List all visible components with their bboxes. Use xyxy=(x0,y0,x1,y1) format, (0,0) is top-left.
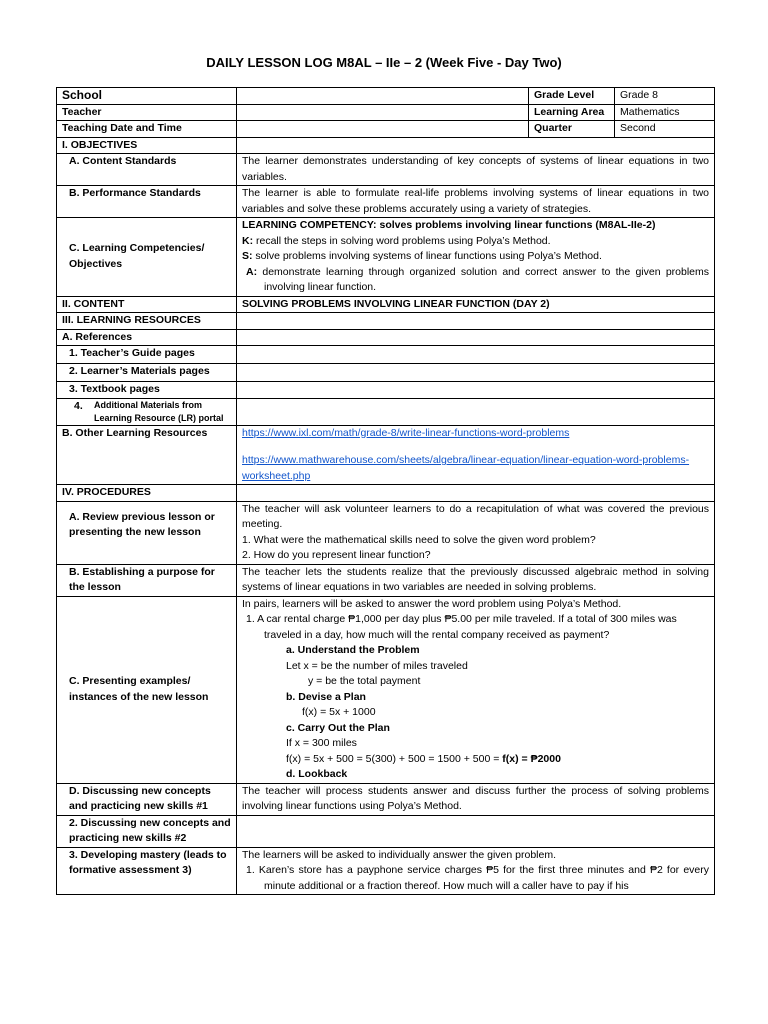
table-row xyxy=(57,137,715,154)
table-row xyxy=(57,382,715,399)
resource-link-2[interactable]: https://www.mathwarehouse.com/sheets/algebra/linear-equation/linear-equation-word-problems-worksheet.php xyxy=(242,454,690,482)
review-text: The teacher will ask volunteer learners to do a recapitulation of what was covered the previous meeting. xyxy=(242,502,709,530)
competency-title: LEARNING COMPETENCY: solves problems involving linear functions (M8AL-IIe-2) xyxy=(242,219,656,231)
step-a-line-1: Let x = be the number of miles traveled xyxy=(286,659,468,672)
mastery-cell xyxy=(237,847,715,895)
objective-a: A: demonstrate learning through organized solution and correct answer to the given problems involving linear function. xyxy=(246,265,709,293)
area-value: Mathematics xyxy=(615,104,715,121)
page-title: DAILY LESSON LOG M8AL – IIe – 2 (Week Five - Day Two) xyxy=(206,55,562,70)
table-row xyxy=(57,329,715,346)
table-row xyxy=(57,154,715,186)
step-d: d. Lookback xyxy=(286,768,348,780)
review-label: A. Review previous lesson or presenting the new lesson xyxy=(57,501,237,564)
table-row xyxy=(57,783,715,815)
step-c-line-1: If x = 300 miles xyxy=(286,737,357,749)
additional-materials-label: Additional Materials from Learning Resource (LR) portal xyxy=(94,399,224,423)
date-value[interactable] xyxy=(237,121,529,138)
examples-cell xyxy=(237,596,715,783)
review-question-1: 1. What were the mathematical skills need to solve the given word problem? xyxy=(242,533,596,546)
area-label: Learning Area xyxy=(529,104,615,121)
procedures-heading: IV. PROCEDURES xyxy=(57,485,237,502)
purpose-text: The teacher lets the students realize that the previously discussed algebraic method in solving systems of linear equations in two variables are needed in solving problems. xyxy=(237,564,715,596)
competencies-label: C. Learning Competencies/ Objectives xyxy=(57,218,237,297)
table-row xyxy=(57,218,715,297)
textbook-label: 3. Textbook pages xyxy=(57,382,237,399)
purpose-label: B. Establishing a purpose for the lesson xyxy=(57,564,237,596)
content-heading: II. CONTENT xyxy=(57,296,237,313)
learners-materials-label: 2. Learner’s Materials pages xyxy=(57,364,237,382)
discussing-1-text: The teacher will process students answer and discuss further the process of solving problems involving linear functions using Polya’s Method. xyxy=(237,783,715,815)
teachers-guide-value xyxy=(237,346,715,364)
procedures-blank xyxy=(237,485,715,502)
other-resources-cell xyxy=(237,425,715,485)
objectives-blank xyxy=(237,137,715,154)
teachers-guide-label: 1. Teacher’s Guide pages xyxy=(57,346,237,364)
additional-materials-number: 4. xyxy=(74,399,83,412)
discussing-1-label: D. Discussing new concepts and practicing new skills #1 xyxy=(57,783,237,815)
step-b-line-1: f(x) = 5x + 1000 xyxy=(302,706,376,718)
objectives-heading: I. OBJECTIVES xyxy=(57,137,237,154)
competencies-cell xyxy=(237,218,715,297)
objective-k: K: recall the steps in solving word problems using Polya’s Method. xyxy=(242,234,551,247)
additional-materials-cell xyxy=(57,398,237,425)
step-a-line-2: y = be the total payment xyxy=(308,675,421,687)
learners-materials-value xyxy=(237,364,715,382)
table-row xyxy=(57,485,715,502)
table-row xyxy=(57,501,715,564)
performance-standards-text: The learner is able to formulate real-life problems involving systems of linear equations in two variables and solve these problems accurately using a variety of strategies. xyxy=(237,186,715,218)
table-row xyxy=(57,296,715,313)
examples-label: C. Presenting examples/ instances of the new lesson xyxy=(57,596,237,783)
references-label: A. References xyxy=(57,329,237,346)
objective-s: S: solve problems involving systems of linear functions using Polya’s Method. xyxy=(242,250,602,262)
table-row xyxy=(57,425,715,485)
references-blank xyxy=(237,329,715,346)
resources-heading: III. LEARNING RESOURCES xyxy=(57,313,237,330)
step-b: b. Devise a Plan xyxy=(286,690,366,703)
table-row xyxy=(57,847,715,895)
school-value[interactable] xyxy=(237,88,529,105)
step-a: a. Understand the Problem xyxy=(286,644,420,656)
textbook-value xyxy=(237,382,715,399)
mastery-intro: The learners will be asked to individually answer the given problem. xyxy=(242,848,556,861)
quarter-label: Quarter xyxy=(529,121,615,138)
content-value: SOLVING PROBLEMS INVOLVING LINEAR FUNCTION (DAY 2) xyxy=(237,296,715,313)
table-row xyxy=(57,313,715,330)
table-row xyxy=(57,88,715,105)
examples-problem: 1. A car rental charge ₱1,000 per day plus ₱5.00 per mile traveled. If a total of 300 miles was traveled in a day, how much will the rental company received as payment? xyxy=(246,613,677,641)
other-resources-label: B. Other Learning Resources xyxy=(57,425,237,485)
review-question-2: 2. How do you represent linear function? xyxy=(242,549,431,561)
table-row xyxy=(57,121,715,138)
content-standards-text: The learner demonstrates understanding of key concepts of systems of linear equations in two variables. xyxy=(237,154,715,186)
quarter-value: Second xyxy=(615,121,715,138)
spacer xyxy=(242,441,709,453)
lesson-log-table xyxy=(56,87,715,895)
mastery-label: 3. Developing mastery (leads to formative assessment 3) xyxy=(57,847,237,895)
performance-standards-label: B. Performance Standards xyxy=(57,186,237,218)
additional-materials-value xyxy=(237,398,715,425)
table-row xyxy=(57,186,715,218)
step-c-line-2: f(x) = 5x + 500 = 5(300) + 500 = 1500 + 500 = f(x) = ₱2000 xyxy=(286,752,561,765)
step-c: c. Carry Out the Plan xyxy=(286,721,390,734)
discussing-2-label: 2. Discussing new concepts and practicing new skills #2 xyxy=(57,815,237,847)
mastery-problem: 1. Karen’s store has a payphone service charges ₱5 for the first three minutes and ₱2 for every minute additional or a fraction thereof. How much will a caller have to pay if his xyxy=(246,864,709,892)
grade-label: Grade Level xyxy=(529,88,615,105)
resources-blank xyxy=(237,313,715,330)
table-row xyxy=(57,104,715,121)
table-row xyxy=(57,596,715,783)
content-standards-label: A. Content Standards xyxy=(57,154,237,186)
table-row xyxy=(57,564,715,596)
examples-intro: In pairs, learners will be asked to answer the word problem using Polya’s Method. xyxy=(242,597,622,610)
teacher-value[interactable] xyxy=(237,104,529,121)
discussing-2-value xyxy=(237,815,715,847)
table-row xyxy=(57,364,715,382)
teacher-label: Teacher xyxy=(57,104,237,121)
table-row xyxy=(57,346,715,364)
grade-value: Grade 8 xyxy=(615,88,715,105)
review-cell xyxy=(237,501,715,564)
table-row xyxy=(57,398,715,425)
table-row xyxy=(57,815,715,847)
date-label: Teaching Date and Time xyxy=(57,121,237,138)
school-label: School xyxy=(57,88,237,105)
resource-link-1[interactable]: https://www.ixl.com/math/grade-8/write-linear-functions-word-problems xyxy=(242,426,570,439)
